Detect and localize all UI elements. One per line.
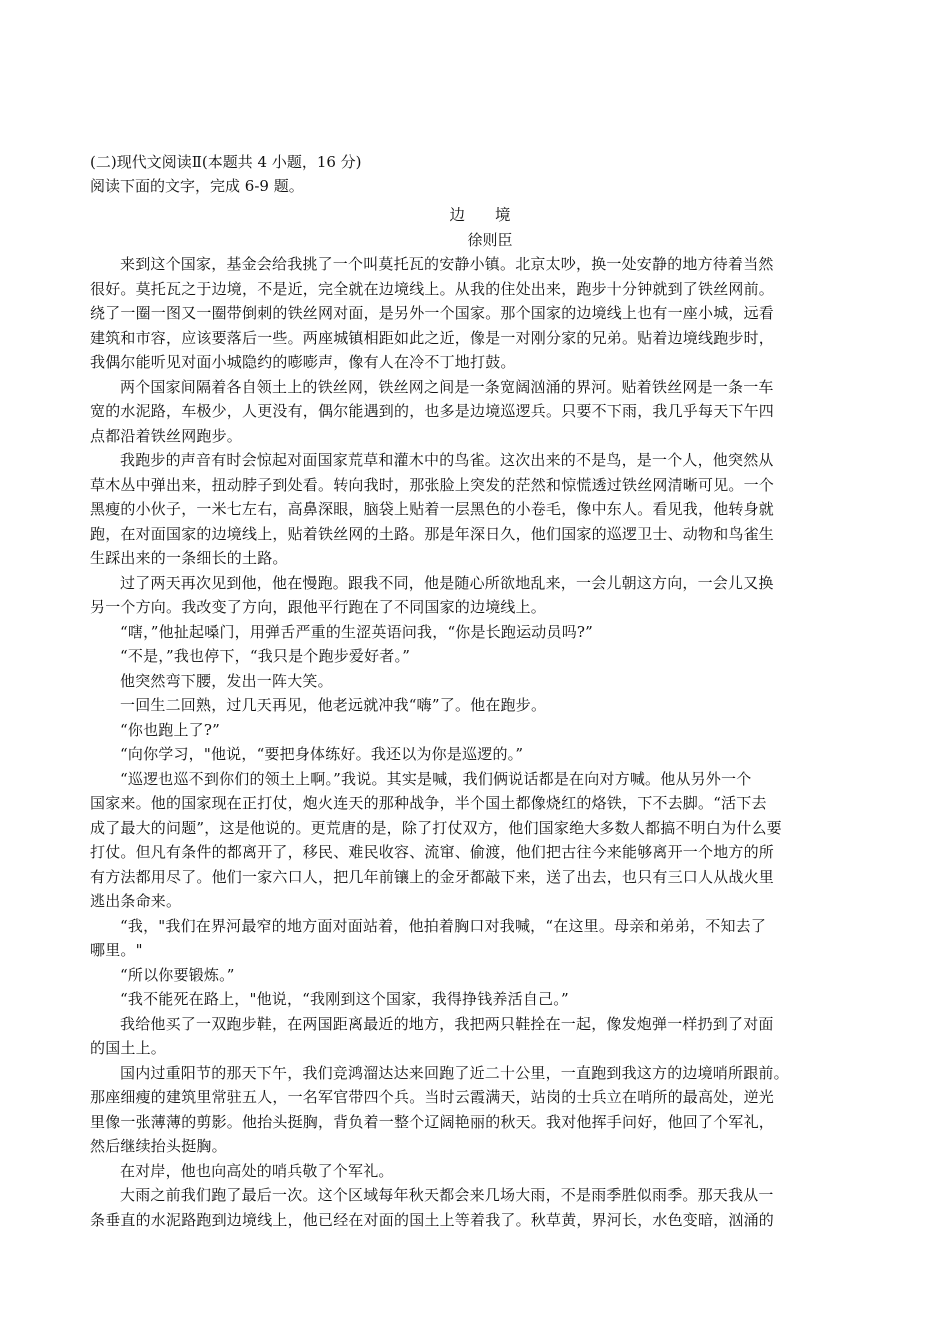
paragraph-line: 建筑和市容，应该要落后一些。两座城镇相距如此之近，像是一对刚分家的兄弟。贴着边境线跑步时， [90, 328, 775, 347]
paragraph-line: 另一个方向。我改变了方向，跟他平行跑在了不同国家的边境线上。 [90, 598, 547, 616]
paragraph-line: 一回生二回熟，过几天再见，他老远就冲我“嗨”了。他在跑步。 [120, 696, 547, 714]
paragraph-line: 生踩出来的一条细长的土路。 [90, 549, 288, 567]
article-author: 徐则臣 [467, 231, 513, 249]
paragraph [90, 571, 860, 620]
article-body [90, 252, 860, 1232]
paragraph-line: 打仗。但凡有条件的都离开了，移民、难民收容、流窜、偷渡，他们把古往今来能够离开一个地方的所 [90, 843, 775, 861]
paragraph [90, 963, 860, 988]
paragraph-line: 跑，在对面国家的边境线上，贴着铁丝网的土路。那是年深日久，他们国家的巡逻卫士、动物和鸟雀生 [90, 524, 775, 543]
paragraph-line: 我给他买了一双跑步鞋，在两国距离最近的地方，我把两只鞋拴在一起，像发炮弹一样扔到了对面 [120, 1014, 774, 1033]
paragraph [90, 448, 860, 571]
paragraph [90, 669, 860, 694]
paragraph [90, 742, 860, 767]
paragraph [90, 767, 860, 914]
paragraph-line: 他突然弯下腰，发出一阵大笑。 [120, 671, 333, 690]
article-title: 边境 [449, 206, 541, 224]
paragraph-line: 在对岸，他也向高处的哨兵敬了个军礼。 [120, 1161, 394, 1180]
paragraph [90, 620, 860, 645]
paragraph-line: 的国土上。 [90, 1039, 167, 1057]
paragraph-line: 国家来。他的国家现在正打仗，炮火连天的那种战争，半个国土都像烧红的烙铁，下不去脚。“活下去 [90, 794, 767, 812]
paragraph-line: 然后继续抬头挺胸。 [90, 1137, 227, 1155]
paragraph [90, 693, 860, 718]
paragraph-line: “我不能死在路上，"他说，“我刚到这个国家，我得挣钱养活自己。” [120, 990, 569, 1008]
paragraph-line: 我跑步的声音有时会惊起对面国家荒草和灌木中的鸟雀。这次出来的不是鸟，是一个人，他突然从 [120, 451, 774, 469]
paragraph [90, 375, 860, 449]
paragraph-line: 宽的水泥路，车极少，人更没有，偶尔能遇到的，也多是边境巡逻兵。只要不下雨，我几乎每天下午四 [90, 402, 775, 420]
paragraph-line: 我偶尔能听见对面小城隐约的嘭嘭声，像有人在冷不丁地打鼓。 [90, 353, 516, 371]
paragraph-line: 有方法都用尽了。他们一家六口人，把几年前镶上的金牙都敲下来，送了出去，也只有三口人从战火里 [90, 867, 775, 886]
paragraph-line: 国内过重阳节的那天下午，我们竞鸿溜达达来回跑了近二十公里，一直跑到我这方的边境哨所跟前。 [120, 1063, 789, 1082]
paragraph-line: 条垂直的水泥路跑到边境线上，他已经在对面的国土上等着我了。秋草黄，界河长，水色变暗，汹涌的 [90, 1210, 775, 1229]
paragraph-line: 很好。莫托瓦之于边境，不是近，完全就在边境线上。从我的住处出来，跑步十分钟就到了铁丝网前。 [90, 279, 775, 298]
paragraph-line: 里像一张薄薄的剪影。他抬头挺胸，背负着一整个辽阔艳丽的秋天。我对他挥手问好，他回了个军礼， [90, 1112, 775, 1131]
paragraph-line: 两个国家间隔着各自领土上的铁丝网，铁丝网之间是一条宽阔汹涌的界河。贴着铁丝网是一条一车 [120, 377, 774, 396]
paragraph-line: 哪里。" [90, 941, 143, 959]
paragraph-line: 来到这个国家，基金会给我挑了一个叫莫托瓦的安静小镇。北京太吵，换一处安静的地方待着当然 [120, 255, 774, 273]
paragraph-line: “我，"我们在界河最窄的地方面对面站着，他拍着胸口对我喊，“在这里。母亲和弟弟，不知去了 [120, 916, 767, 935]
paragraph-line: 成了最大的问题”，这是他说的。更荒唐的是，除了打仗双方，他们国家绝大多数人都搞不明白为什么要 [90, 818, 782, 837]
paragraph [90, 914, 860, 963]
instruction-text: 阅读下面的文字，完成 6-9 题。 [90, 177, 304, 195]
paragraph-line: 那座细瘦的建筑里常驻五人，一名军官带四个兵。当时云霞满天，站岗的士兵立在哨所的最高处，逆光 [90, 1088, 775, 1106]
paragraph-line: 绕了一圈一图又一圈带倒刺的铁丝网对面，是另外一个国家。那个国家的边境线上也有一座小城，远看 [90, 304, 775, 322]
section-header: (二)现代文阅读Ⅱ(本题共 4 小题，16 分) [90, 153, 362, 171]
paragraph [90, 1159, 860, 1184]
paragraph-line: 黑瘦的小伙子，一米七左右，高鼻深眼，脑袋上贴着一层黑色的小卷毛，像中东人。看见我，他转身就 [90, 500, 775, 518]
paragraph-line: “嗐，”他扯起嗓门，用弹舌严重的生涩英语问我，“你是长跑运动员吗?” [120, 622, 594, 641]
paragraph [90, 644, 860, 669]
paragraph-line: “你也跑上了?” [120, 720, 220, 739]
paragraph-line: “所以你要锻炼。” [120, 965, 235, 984]
paragraph [90, 1012, 860, 1061]
paragraph-line: 大雨之前我们跑了最后一次。这个区域每年秋天都会来几场大雨，不是雨季胜似雨季。那天我从一 [120, 1186, 774, 1204]
paragraph-line: 过了两天再次见到他，他在慢跑。跟我不同，他是随心所欲地乱来，一会儿朝这方向，一会儿又换 [120, 573, 774, 592]
paragraph [90, 1061, 860, 1159]
paragraph-line: 点都沿着铁丝网跑步。 [90, 426, 243, 445]
paragraph-line: “不是，”我也停下，“我只是个跑步爱好者。” [120, 647, 411, 665]
paragraph [90, 252, 860, 375]
paragraph-line: 草木丛中弹出来，扭动脖子到处看。转向我时，那张脸上突发的茫然和惊慌透过铁丝网清晰可见。一个 [90, 475, 775, 494]
paragraph-line: “巡逻也巡不到你们的领土上啊。”我说。其实是喊，我们俩说话都是在向对方喊。他从另外一个 [120, 769, 752, 788]
paragraph-line: “向你学习，"他说，“要把身体练好。我还以为你是巡逻的。” [120, 745, 524, 763]
paragraph [90, 987, 860, 1012]
paragraph [90, 1183, 860, 1232]
paragraph-line: 逃出条命来。 [90, 892, 182, 910]
paragraph [90, 718, 860, 743]
document-page [90, 150, 860, 1232]
